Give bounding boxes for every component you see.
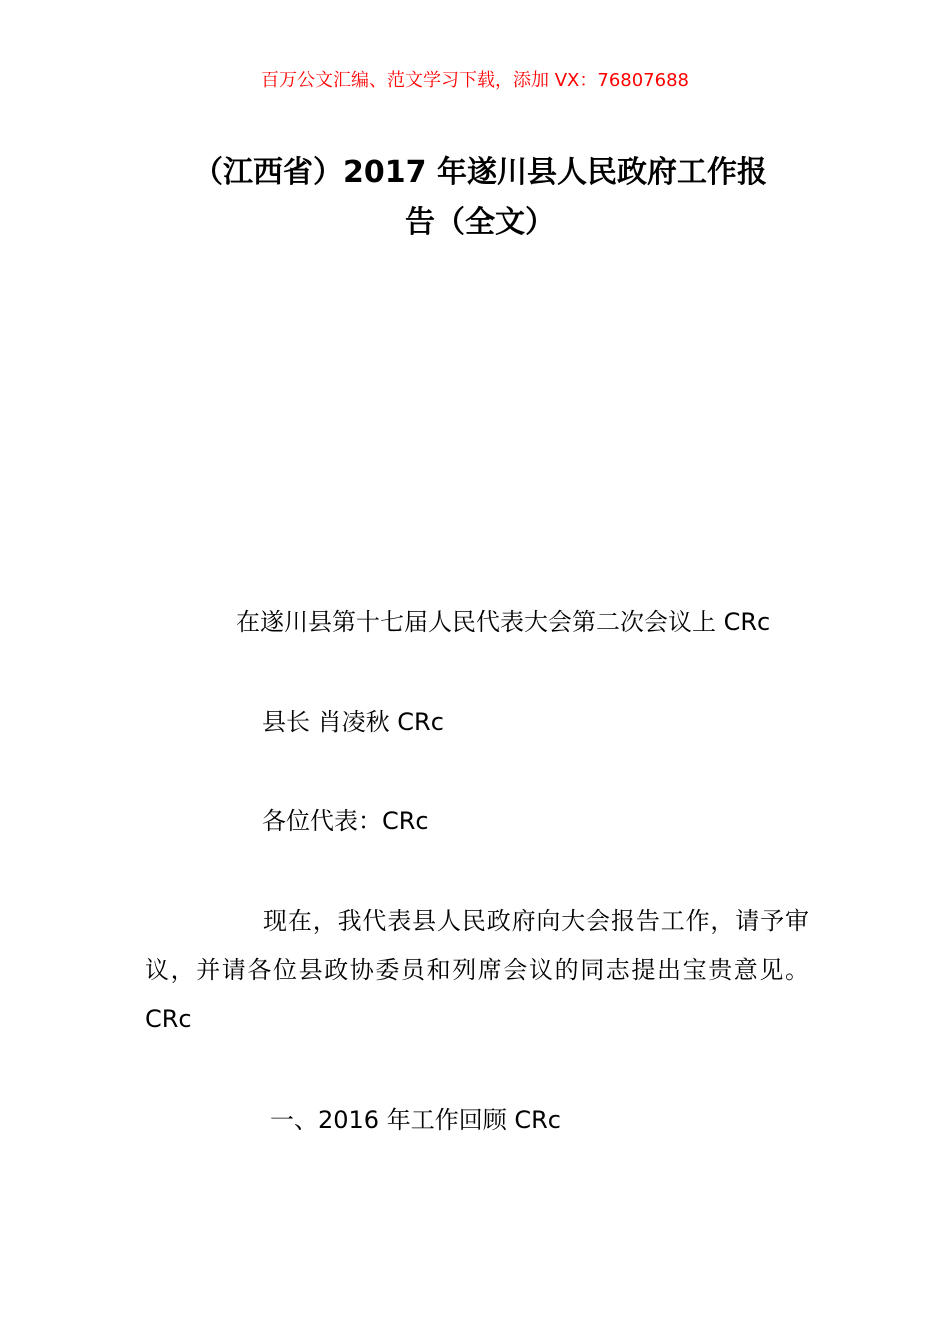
intro-paragraph: 现在，我代表县人民政府向大会报告工作，请予审议，并请各位县政协委员和列席会议的同志提出宝贵意见。CRc (145, 907, 809, 1033)
meeting-line: 在遂川县第十七届人民代表大会第二次会议上 CRc (236, 608, 771, 636)
title-line-2: 告（全文） (405, 205, 555, 240)
document-title (150, 148, 810, 248)
speaker-line: 县长 肖凌秋 CRc (262, 708, 444, 736)
title-line-1: （江西省）2017 年遂川县人民政府工作报 (193, 155, 767, 190)
header-promo-note: 百万公文汇编、范文学习下载，添加 VX：76807688 (261, 70, 689, 91)
section-heading: 一、2016 年工作回顾 CRc (270, 1106, 561, 1134)
salutation: 各位代表：CRc (262, 807, 429, 835)
